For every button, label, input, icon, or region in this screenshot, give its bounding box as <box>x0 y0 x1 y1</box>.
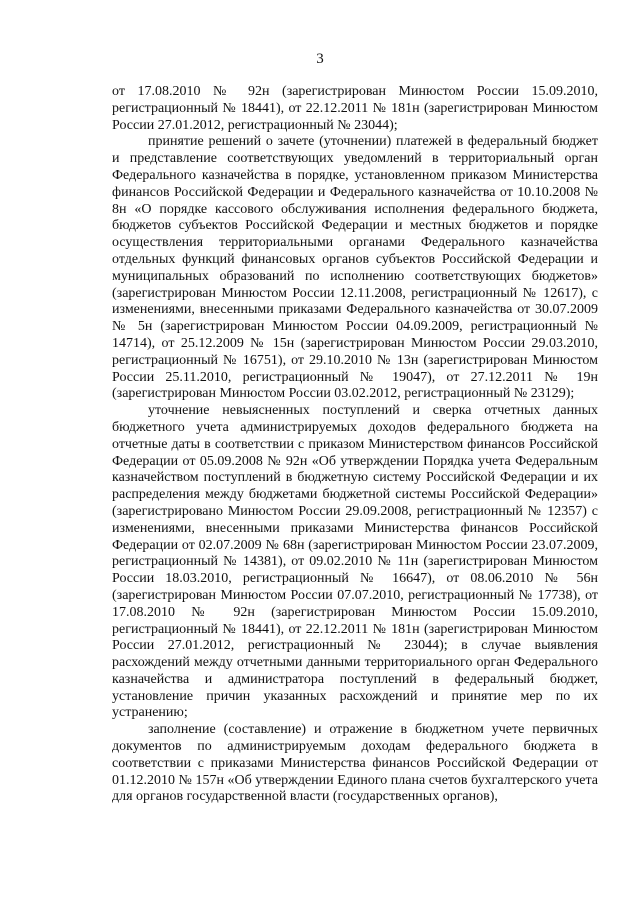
paragraph-2: принятие решений о зачете (уточнении) платежей в федеральный бюджет и представление соответствующих уведомлений в территориальный орган Федерального казначейства в порядке, установленном приказом Министерства финансов Российской Федерации и Федерального казначейства от 10.10.2008 № 8н «О порядке кассового обслуживания исполнения федерального бюджета, бюджетов субъектов Российской Федерации и местных бюджетов и порядке осуществления территориальными органами Федерального казначейства отдельных функций финансовых органов субъектов Российской Федерации и муниципальных образований по исполнению соответствующих бюджетов» (зарегистрирован Минюстом России 12.11.2008, регистрационный № 12617), с изменениями, внесенными приказами Федерального казначейства от 30.07.2009 № 5н (зарегистрирован Минюстом России 04.09.2009, регистрационный № 14714), от 25.12.2009 № 15н (зарегистрирован Минюстом России 29.03.2010, регистрационный № 16751), от 29.10.2010 № 13н (зарегистрирован Минюстом России 25.11.2010, регистрационный № 19047), от 27.12.2011 № 19н (зарегистрирован Минюстом России 03.02.2012, регистрационный № 23129); <box>112 134 598 402</box>
document-body <box>112 84 598 806</box>
paragraph-3: уточнение невыясненных поступлений и сверка отчетных данных бюджетного учета администрируемых доходов федерального бюджета на отчетные даты в соответствии с приказом Министерством финансов Российской Федерации от 05.09.2008 № 92н «Об утверждении Порядка учета Федеральным казначейством поступлений в бюджетную систему Российской Федерации и их распределения между бюджетами бюджетной системы Российской Федерации» (зарегистрировано Минюстом России 29.09.2008, регистрационный № 12357) с изменениями, внесенными приказами Министерства финансов Российской Федерации от 02.07.2009 № 68н (зарегистрирован Минюстом России 23.07.2009, регистрационный № 14381), от 09.02.2010 № 11н (зарегистрирован Минюстом России 18.03.2010, регистрационный № 16647), от 08.06.2010 № 56н (зарегистрирован Минюстом России 07.07.2010, регистрационный № 17738), от 17.08.2010 № 92н (зарегистрирован Минюстом России 15.09.2010, регистрационный № 18441), от 22.12.2011 № 181н (зарегистрирован Минюстом России 27.01.2012, регистрационный № 23044); в случае выявления расхождений между отчетными данными территориального орган Федерального казначейства и администратора поступлений в федеральный бюджет, установление причин указанных расхождений и принятие мер по их устранению; <box>112 403 598 721</box>
paragraph-1: от 17.08.2010 № 92н (зарегистрирован Минюстом России 15.09.2010, регистрационный № 18441), от 22.12.2011 № 181н (зарегистрирован Минюстом России 27.01.2012, регистрационный № 23044); <box>112 84 598 133</box>
page-number: 3 <box>316 51 324 67</box>
paragraph-4: заполнение (составление) и отражение в бюджетном учете первичных документов по администрируемым доходам федерального бюджета в соответствии с приказами Министерства финансов Российской Федерации от 01.12.2010 № 157н «Об утверждении Единого плана счетов бухгалтерского учета для органов государственной власти (государственных органов), <box>112 722 598 805</box>
